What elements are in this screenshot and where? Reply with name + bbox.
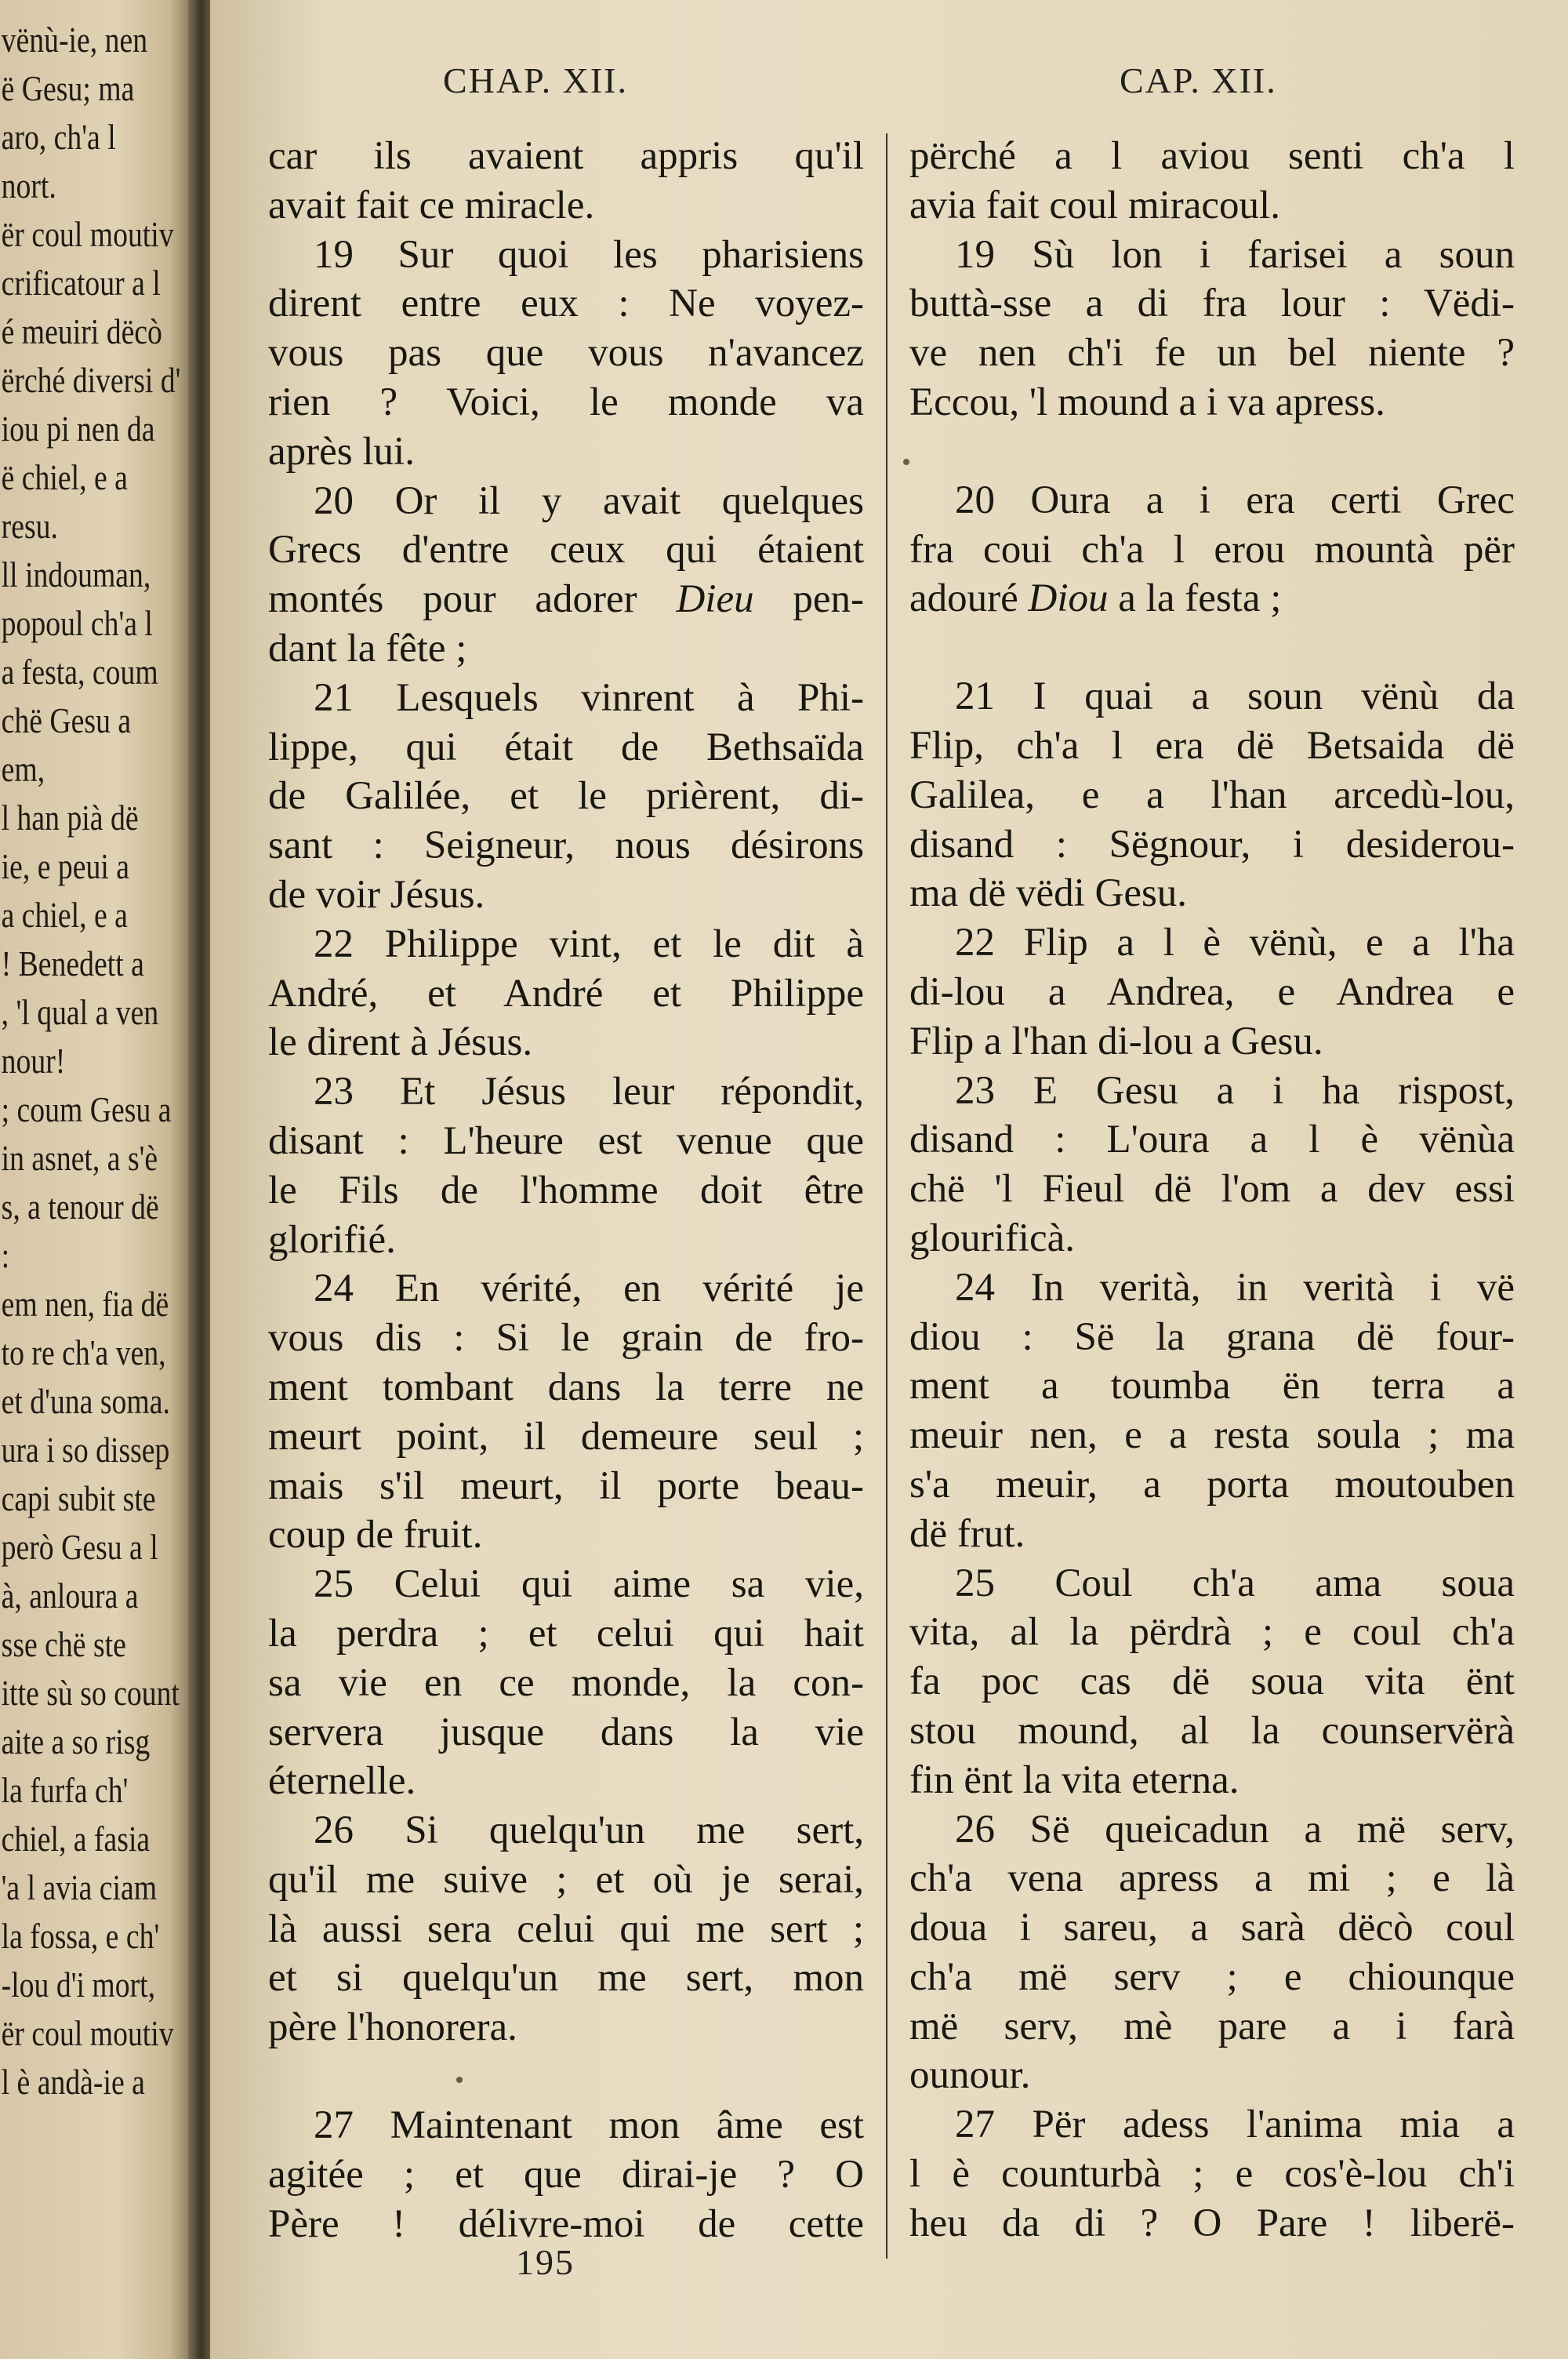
text-line: 27 Për adess l'anima mia a: [955, 2103, 1515, 2147]
text-line: Flip, ch'a l era dë Betsaida dë: [909, 723, 1515, 768]
text-line: diou : Së la grana dë four-: [909, 1314, 1515, 1359]
left-page-line: é meuiri dëcò: [1, 311, 162, 351]
left-page-line: ll indouman,: [1, 554, 151, 594]
text-line: glourificà.: [909, 1216, 1075, 1260]
text-line: Flip a l'han di-lou a Gesu.: [909, 1019, 1323, 1063]
french-text-column: [268, 132, 864, 2248]
column-divider: [886, 133, 887, 2259]
text-line: 25 Celui qui aime sa vie,: [314, 1562, 864, 1607]
text-line: 26 Si quelqu'un me sert,: [314, 1808, 864, 1853]
text-line: vous pas que vous n'avancez: [268, 331, 864, 376]
left-page-line: crificatour a l: [1, 263, 161, 303]
text-line: mais s'il meurt, il porte beau-: [268, 1463, 864, 1508]
left-page-line: nort.: [1, 165, 56, 205]
left-page-line: popoul ch'a l: [1, 603, 153, 643]
text-line: de Galilée, et le prièrent, di-: [268, 774, 864, 819]
text-line: qu'il me suive ; et où je serai,: [268, 1857, 864, 1902]
paragraph-gap: [909, 427, 1515, 476]
left-page-line: ër coul moutiv: [1, 2013, 174, 2053]
text-line: 20 Or il y avait quelques: [314, 478, 864, 523]
left-page-line: a chiel, e a: [1, 895, 128, 935]
text-line: servera jusque dans la vie: [268, 1710, 864, 1754]
text-line: sant : Seigneur, nous désirons: [268, 823, 864, 868]
left-page-line: l han pià dë: [1, 798, 139, 838]
left-page-line: la fossa, e ch': [1, 1916, 160, 1956]
left-page-line: to re ch'a ven,: [1, 1332, 166, 1372]
left-page-line: chë Gesu a: [1, 700, 132, 740]
text-line: glorifié.: [268, 1217, 396, 1262]
left-page-line: chiel, a fasia: [1, 1819, 151, 1859]
left-page-line: à, anloura a: [1, 1576, 139, 1616]
left-page: [0, 0, 192, 2359]
left-page-line: ë Gesu; ma: [1, 68, 135, 108]
text-line: André, et André et Philippe: [268, 971, 864, 1016]
left-page-line: ërché diversi d': [1, 360, 181, 400]
text-line: l è counturbà ; e cos'è-lou ch'i: [909, 2152, 1515, 2197]
text-line: montés pour adorer Dieu pen-: [268, 577, 864, 622]
left-page-line: aite a so risg: [1, 1721, 151, 1761]
left-page-line: l è andà-ie a: [1, 2062, 145, 2102]
page-number: 195: [516, 2242, 575, 2282]
left-page-line: vënù-ie, nen: [1, 20, 148, 60]
text-line: heu da di ? O Pare ! liberë-: [909, 2201, 1515, 2245]
text-line: Galilea, e a l'han arcedù-lou,: [909, 772, 1515, 817]
text-line: coup de fruit.: [268, 1513, 483, 1558]
text-line: Père ! délivre-moi de cette: [268, 2201, 864, 2246]
left-page-line: iou pi nen da: [1, 409, 155, 449]
left-page-line: in asnet, a s'è: [1, 1138, 158, 1178]
text-line: disant : L'heure est venue que: [268, 1118, 864, 1163]
text-line: père l'honorera.: [268, 2005, 517, 2050]
left-page-line: et d'una soma.: [1, 1381, 170, 1421]
text-line: fra coui ch'a l erou mountà për: [909, 527, 1515, 572]
text-line: disand : Sëgnour, i desiderou-: [909, 822, 1515, 867]
text-line: 26 Së queicadun a më serv,: [955, 1807, 1515, 1852]
text-line: Grecs d'entre ceux qui étaient: [268, 528, 864, 572]
text-line: 25 Coul ch'a ama soua: [955, 1561, 1515, 1605]
left-page-line: 'a l avia ciam: [1, 1867, 158, 1907]
text-line: ch'a vena apress a mi ; e là: [909, 1856, 1515, 1901]
piedmontese-chapter-header: CAP. XII.: [1120, 60, 1277, 100]
text-line: fin ënt la vita eterna.: [909, 1757, 1240, 1802]
left-page-line: :: [1, 1235, 10, 1275]
left-page-line: sse chë ste: [1, 1624, 126, 1664]
text-line: là aussi sera celui qui me sert ;: [268, 1906, 864, 1951]
left-page-line: nour!: [1, 1041, 66, 1081]
left-page-line: a festa, coum: [1, 652, 158, 692]
left-page-line: resu.: [1, 506, 58, 546]
left-page-line: ër coul moutiv: [1, 214, 174, 254]
text-line: dirent entre eux : Ne voyez-: [268, 282, 864, 326]
print-speck: [456, 2077, 463, 2083]
text-line: 19 Sur quoi les pharisiens: [314, 232, 864, 277]
print-speck: [903, 459, 909, 465]
left-page-line: s, a tenour dë: [1, 1187, 159, 1227]
text-line: 21 I quai a soun vënù da: [955, 674, 1515, 719]
text-line: adouré Diou a la festa ;: [909, 576, 1282, 621]
text-line: 22 Philippe vint, et le dit à: [314, 921, 864, 966]
text-line: le dirent à Jésus.: [268, 1020, 533, 1065]
text-line: Eccou, 'l mound a i va apress.: [909, 380, 1385, 424]
text-line: le Fils de l'homme doit être: [268, 1168, 864, 1212]
text-line: ounour.: [909, 2053, 1031, 2098]
text-line: lippe, qui était de Bethsaïda: [268, 725, 864, 769]
left-page-line: -lou d'i mort,: [1, 1965, 156, 2005]
left-page-line: ie, e peui a: [1, 846, 130, 886]
book-gutter: [188, 0, 212, 2359]
text-line: 27 Maintenant mon âme est: [314, 2103, 864, 2148]
text-line: ment a toumba ën terra a: [909, 1364, 1515, 1408]
text-line: 24 In verità, in verità i vë: [955, 1265, 1515, 1310]
french-chapter-header: CHAP. XII.: [443, 60, 628, 100]
left-page-line: ; coum Gesu a: [1, 1089, 172, 1129]
paragraph-gap: [268, 2052, 864, 2101]
piedmontese-text-column: [909, 132, 1515, 2248]
text-line: 22 Flip a l è vënù, e a l'ha: [955, 921, 1515, 965]
text-line: doua i sareu, a sarà dëcò coul: [909, 1906, 1515, 1950]
text-line: après lui.: [268, 429, 415, 474]
text-line: meuir nen, e a resta soula ; ma: [909, 1413, 1515, 1458]
text-line: ma dë vëdi Gesu.: [909, 871, 1188, 916]
paragraph-gap: [909, 623, 1515, 672]
left-page-line: capi subit ste: [1, 1478, 156, 1518]
text-line: 23 E Gesu a i ha rispost,: [955, 1068, 1515, 1113]
text-line: agitée ; et que dirai-je ? O: [268, 2152, 864, 2197]
left-page-line: itte sù so count: [1, 1673, 180, 1713]
text-line: ch'a më serv ; e chiounque: [909, 1954, 1515, 1999]
left-page-line: però Gesu a l: [1, 1527, 158, 1567]
text-line: fa poc cas dë soua vita ënt: [909, 1659, 1515, 1704]
text-line: de voir Jésus.: [268, 872, 485, 917]
text-line: ve nen ch'i fe un bel niente ?: [909, 331, 1515, 376]
text-line: ment tombant dans la terre ne: [268, 1365, 864, 1409]
text-line: 20 Oura a i era certi Grec: [955, 478, 1515, 522]
text-line: éternelle.: [268, 1759, 416, 1804]
text-line: 19 Sù lon i farisei a soun: [955, 232, 1515, 277]
text-line: s'a meuir, a porta moutouben: [909, 1462, 1515, 1507]
left-page-line: em,: [1, 749, 45, 789]
text-line: vita, al la përdrà ; e coul ch'a: [909, 1610, 1515, 1655]
text-line: meurt point, il demeure seul ;: [268, 1414, 864, 1459]
text-line: et si quelqu'un me sert, mon: [268, 1956, 864, 2001]
left-page-line: ! Benedett a: [1, 943, 144, 983]
text-line: stou mound, al la counservërà: [909, 1708, 1515, 1753]
left-page-line: ura i so dissep: [1, 1430, 170, 1470]
text-line: vous dis : Si le grain de fro-: [268, 1316, 864, 1361]
left-page-line: ë chiel, e a: [1, 457, 128, 497]
text-line: car ils avaient appris qu'il: [268, 134, 864, 178]
left-page-line: la furfa ch': [1, 1770, 129, 1810]
text-line: 23 Et Jésus leur répondit,: [314, 1070, 864, 1114]
text-line: la perdra ; et celui qui hait: [268, 1611, 864, 1656]
text-line: 24 En vérité, en vérité je: [314, 1267, 864, 1311]
text-line: dë frut.: [909, 1511, 1025, 1556]
text-line: avia fait coul miracoul.: [909, 183, 1280, 227]
left-page-line: em nen, fia dë: [1, 1284, 169, 1324]
text-line: di-lou a Andrea, e Andrea e: [909, 969, 1515, 1014]
text-line: përché a l aviou senti ch'a l: [909, 134, 1515, 178]
text-line: sa vie en ce monde, la con-: [268, 1660, 864, 1705]
text-line: chë 'l Fieul dë l'om a dev essi: [909, 1167, 1515, 1212]
text-line: më serv, mè pare a i farà: [909, 2004, 1515, 2048]
text-line: dant la fête ;: [268, 626, 467, 671]
text-line: 21 Lesquels vinrent à Phi-: [314, 675, 864, 720]
left-page-line: aro, ch'a l: [1, 117, 116, 157]
text-line: rien ? Voici, le monde va: [268, 380, 864, 424]
text-line: buttà-sse a di fra lour : Vëdi-: [909, 282, 1515, 326]
text-line: disand : L'oura a l è vënùa: [909, 1118, 1515, 1162]
left-page-text: [0, 16, 192, 2106]
text-line: avait fait ce miracle.: [268, 183, 595, 227]
left-page-line: , 'l qual a ven: [1, 992, 159, 1032]
